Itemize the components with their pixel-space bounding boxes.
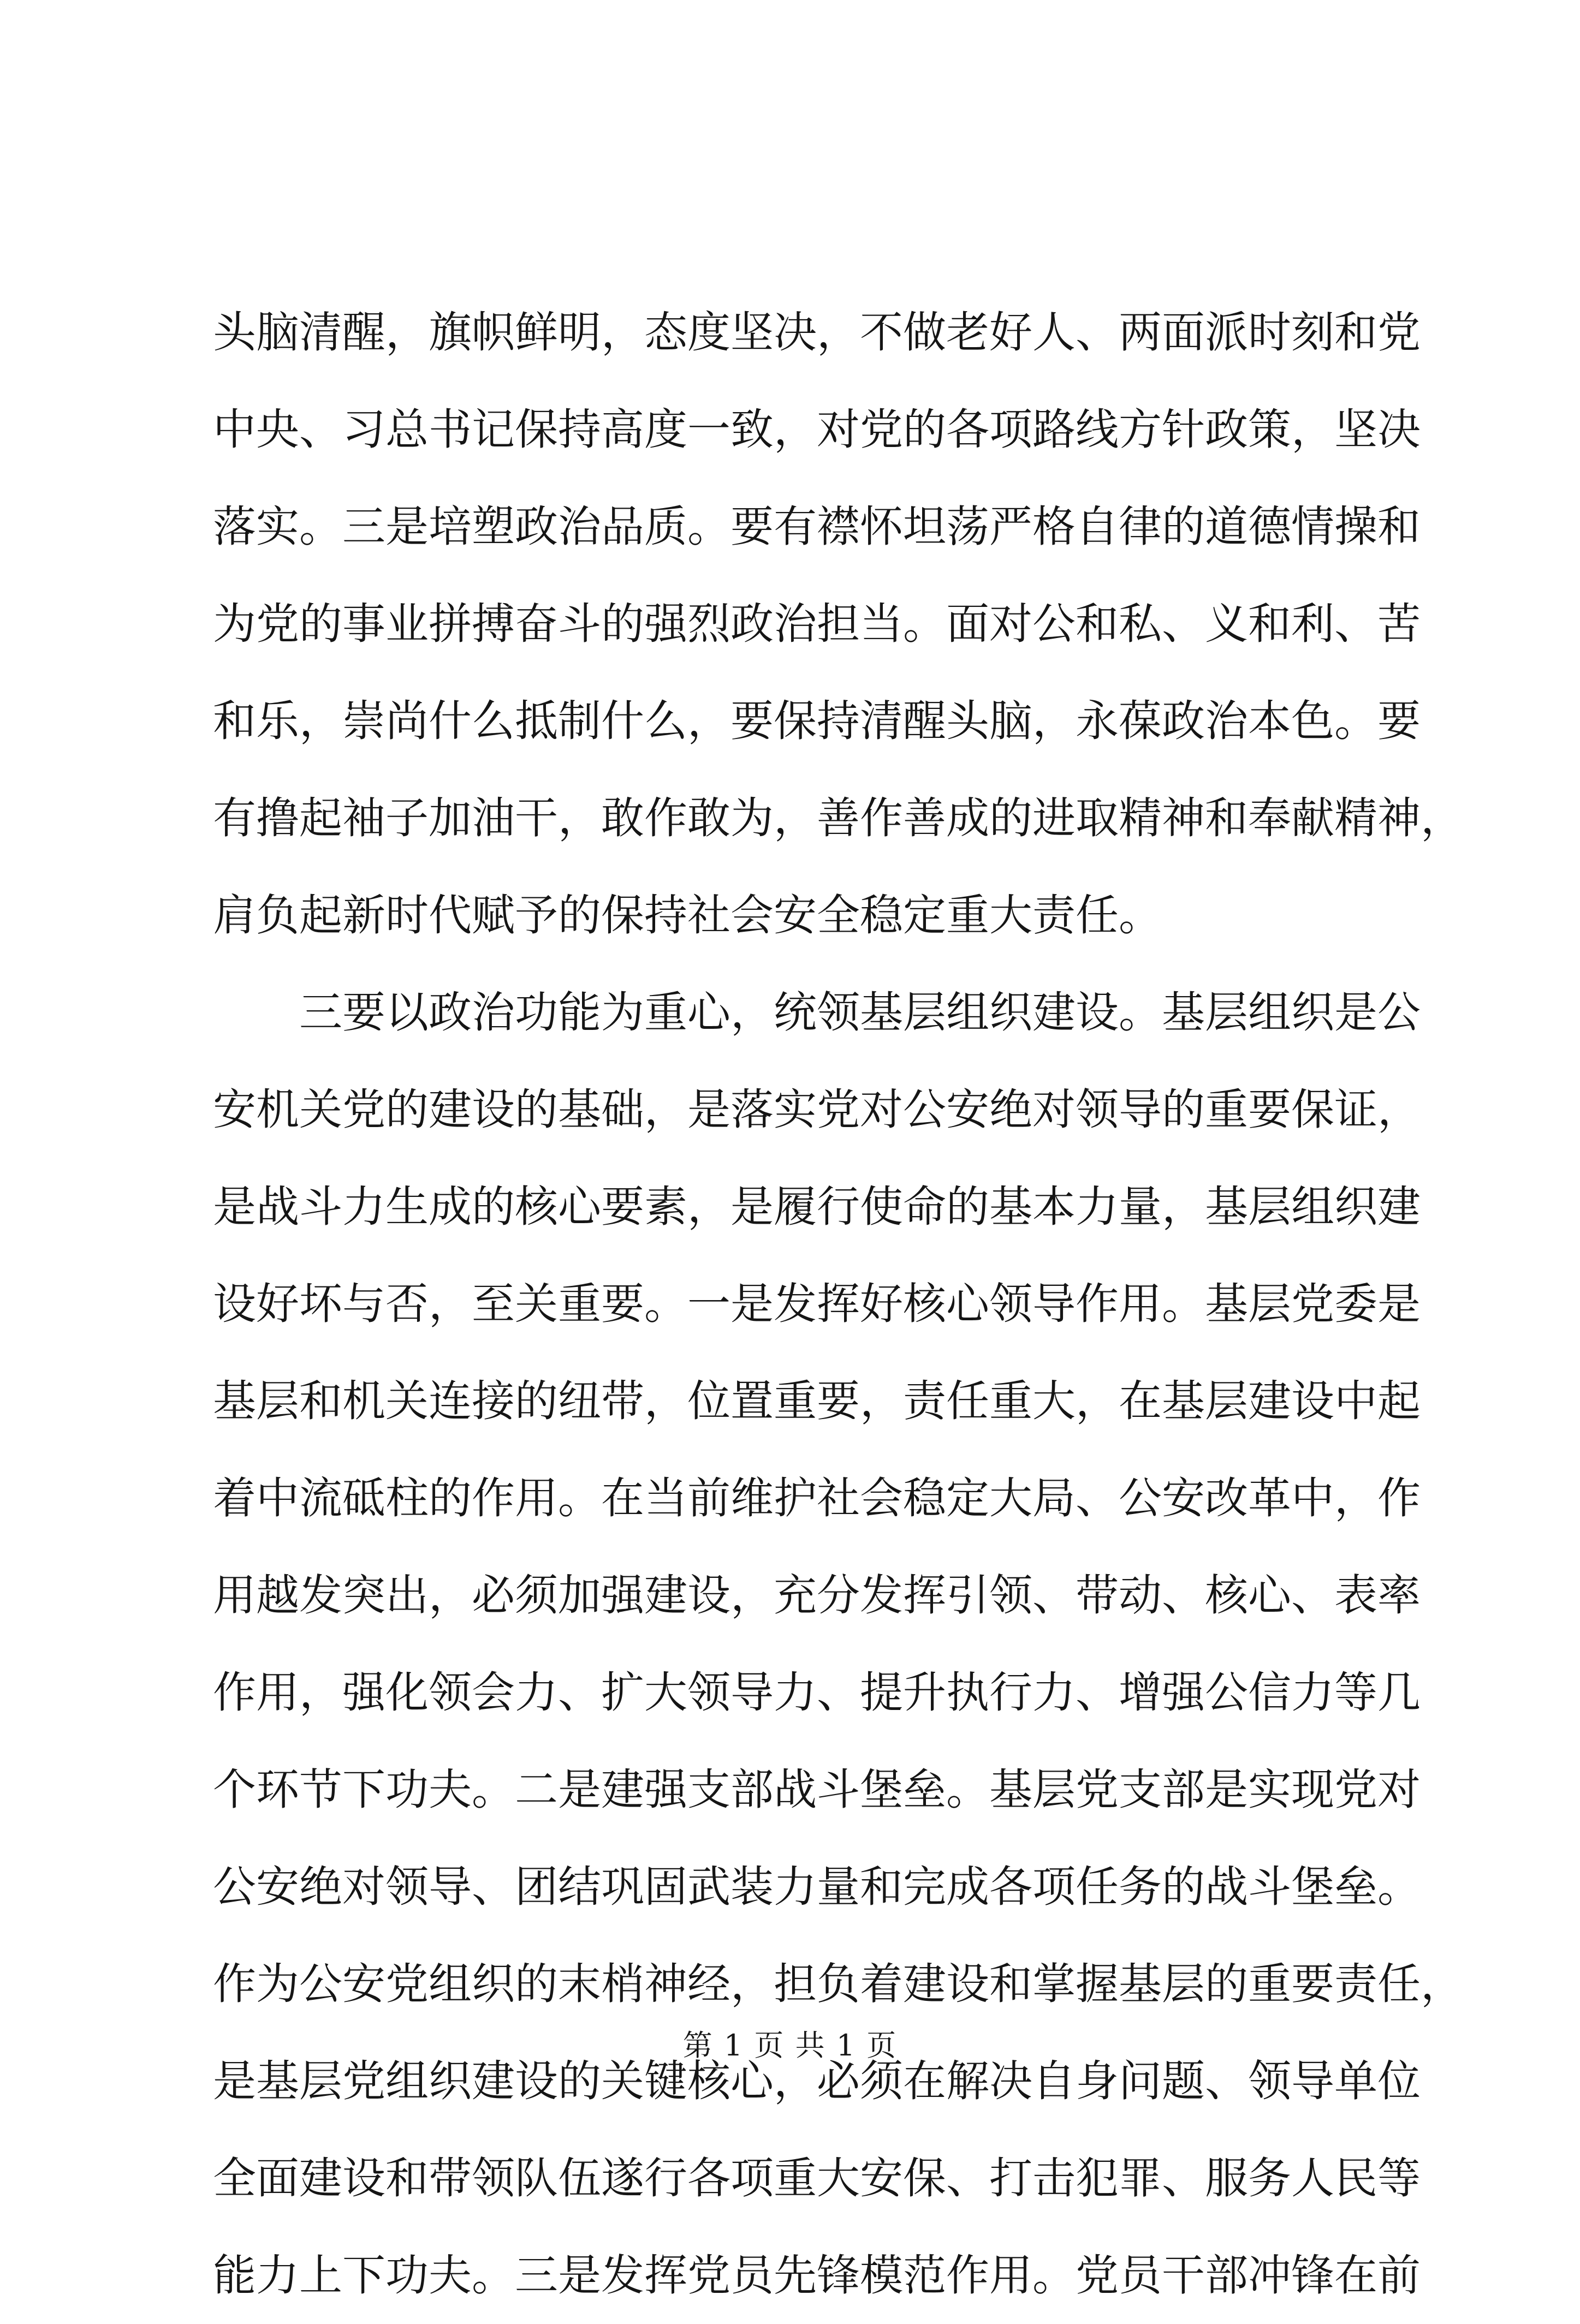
text-line: 是战斗力生成的核心要素，是履行使命的基本力量，基层组织建 [213,1182,1421,1232]
body-text [213,284,1464,2324]
text-line: 是基层党组织建设的关键核心，必须在解决自身问题、领导单位 [213,2056,1421,2106]
text-line: 头脑清醒，旗帜鲜明，态度坚决，不做老好人、两面派时刻和党 [213,307,1421,357]
text-line: 个环节下功夫。二是建强支部战斗堡垒。基层党支部是实现党对 [213,1765,1421,1815]
text-line: 和乐，崇尚什么抵制什么，要保持清醒头脑，永葆政治本色。要 [213,696,1421,746]
text-line: 作为公安党组织的末梢神经，担负着建设和掌握基层的重要责任， [213,1959,1464,2009]
text-line: 有撸起袖子加油干，敢作敢为，善作善成的进取精神和奉献精神， [213,793,1464,843]
text-line: 为党的事业拼搏奋斗的强烈政治担当。面对公和私、义和利、苦 [213,599,1421,649]
text-line: 着中流砥柱的作用。在当前维护社会稳定大局、公安改革中，作 [213,1473,1421,1523]
text-line: 设好坏与否，至关重要。一是发挥好核心领导作用。基层党委是 [213,1279,1421,1329]
text-line: 基层和机关连接的纽带，位置重要，责任重大，在基层建设中起 [213,1376,1421,1426]
text-line: 安机关党的建设的基础，是落实党对公安绝对领导的重要保证， [213,1084,1421,1135]
text-line: 落实。三是培塑政治品质。要有襟怀坦荡严格自律的道德情操和 [213,502,1421,552]
text-line: 全面建设和带领队伍遂行各项重大安保、打击犯罪、服务人民等 [213,2153,1421,2203]
text-line: 能力上下功夫。三是发挥党员先锋模范作用。党员干部冲锋在前 [213,2250,1421,2301]
text-line: 肩负起新时代赋予的保持社会安全稳定重大责任。 [213,890,1162,940]
text-line: 中央、习总书记保持高度一致，对党的各项路线方针政策，坚决 [213,404,1421,455]
paragraph-first-line: 三要以政治功能为重心，统领基层组织建设。基层组织是公 [299,987,1421,1038]
text-line: 公安绝对领导、团结巩固武装力量和完成各项任务的战斗堡垒。 [213,1862,1421,1912]
page-number-footer: 第 1 页 共 1 页 [682,2028,898,2063]
text-line: 作用，强化领会力、扩大领导力、提升执行力、增强公信力等几 [213,1667,1421,1718]
text-line: 用越发突出，必须加强建设，充分发挥引领、带动、核心、表率 [213,1570,1421,1620]
